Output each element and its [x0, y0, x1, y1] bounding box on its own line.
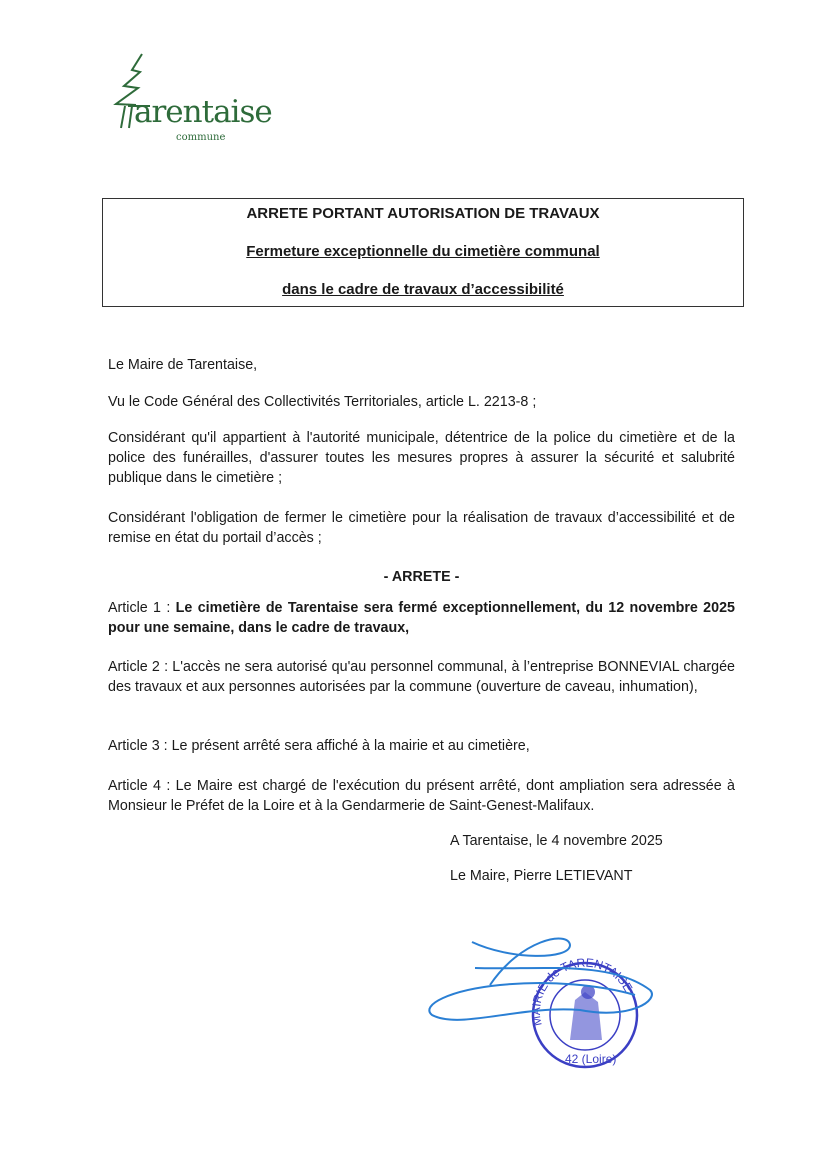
article-1 [108, 598, 735, 638]
decree-title: ARRETE PORTANT AUTORISATION DE TRAVAUX [246, 205, 600, 222]
article-text: Le Maire est chargé de l'exécution du présent arrêté, dont ampliation sera adressée à Monsieur le Préfet de la Loire et à la Gendarmerie de Saint-Genest-Malifaux. [108, 778, 735, 814]
commune-logo [110, 50, 280, 150]
title-box [102, 198, 744, 307]
vu-clause: Vu le Code Général des Collectivités Territoriales, article L. 2213-8 ; [108, 394, 537, 410]
svg-text:MAIRIE de TARENTAISE: MAIRIE de TARENTAISE [528, 955, 636, 1028]
article-label: Article 2 : [108, 659, 169, 675]
decree-subtitle-2: dans le cadre de travaux d’accessibilité [282, 281, 564, 298]
article-3 [108, 736, 735, 756]
arrete-heading: - ARRETE - [383, 569, 460, 585]
article-text: Le présent arrêté sera affiché à la mairie et au cimetière, [171, 738, 530, 754]
article-label: Article 4 : [108, 778, 171, 794]
svg-text:42 (Loire): 42 (Loire) [565, 1052, 617, 1066]
article-label: Article 3 : [108, 738, 168, 754]
signatory: Le Maire, Pierre LETIEVANT [450, 868, 633, 884]
article-4 [108, 776, 735, 816]
article-text: Le cimetière de Tarentaise sera fermé exceptionnellement, du 12 novembre 2025 pour une semaine, dans le cadre de travaux, [108, 600, 735, 636]
article-text: L'accès ne sera autorisé qu'au personnel communal, à l’entreprise BONNEVIAL chargée des travaux et aux personnes autorisées par la commune (ouverture de caveau, inhumation), [108, 659, 735, 695]
article-2 [108, 657, 735, 697]
logo-subtitle: commune [176, 132, 226, 143]
article-label: Article 1 : [108, 600, 171, 616]
logo-name: arentaise [134, 94, 272, 130]
intro: Le Maire de Tarentaise, [108, 357, 258, 373]
place-date: A Tarentaise, le 4 novembre 2025 [450, 833, 663, 849]
considerant-1: Considérant qu'il appartient à l'autorité municipale, détentrice de la police du cimetière et de la police des funérailles, d'assurer toutes les mesures propres à assurer la sécurité et salubrité publique dans le cimetière ; [108, 430, 735, 486]
decree-subtitle-1: Fermeture exceptionnelle du cimetière communal [246, 243, 600, 260]
considerant-2: Considérant l'obligation de fermer le cimetière pour la réalisation de travaux d’accessibilité et de remise en état du portail d’accès ; [108, 510, 735, 546]
official-stamp-and-signature [420, 930, 660, 1080]
